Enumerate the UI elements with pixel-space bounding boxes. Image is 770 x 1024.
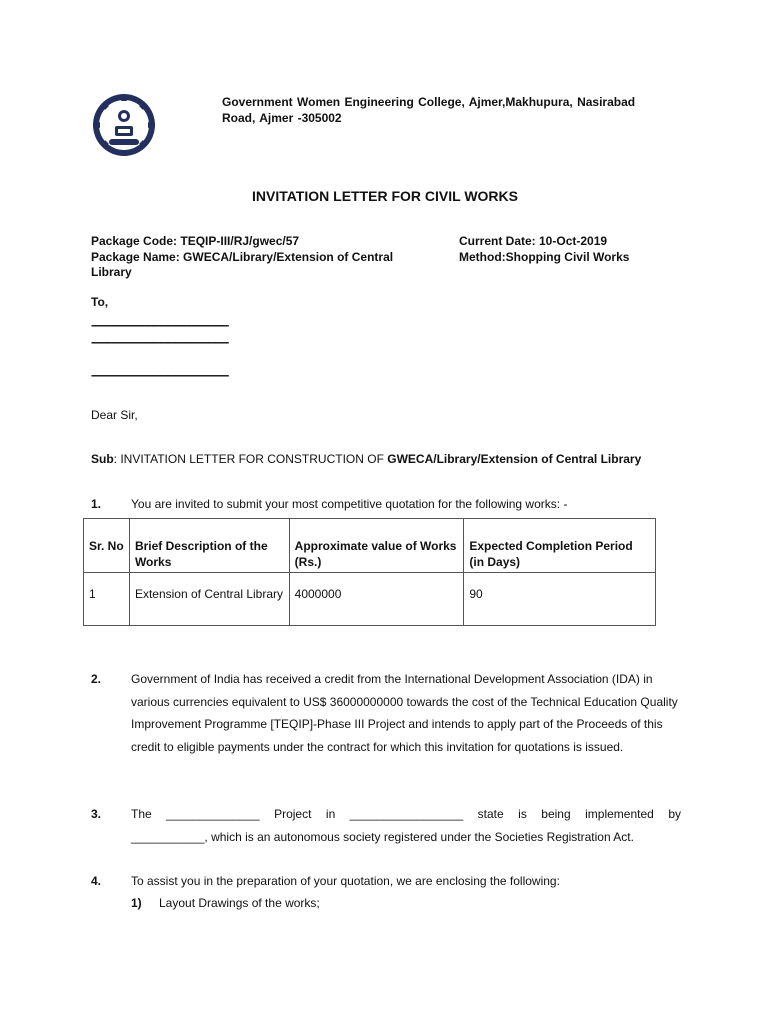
- current-date: Current Date: 10-Oct-2019: [459, 234, 608, 248]
- date-method-info: [459, 234, 689, 265]
- enclosure-item: [131, 892, 681, 914]
- procurement-method: Method:Shopping Civil Works: [459, 249, 630, 264]
- address-to: To,: [91, 295, 109, 309]
- subject-bold: GWECA/Library/Extension of Central Library: [387, 452, 642, 466]
- para-4-intro: To assist you in the preparation of your quotation, we are enclosing the following:: [131, 874, 560, 888]
- para-3-line-2: ___________, which is an autonomous society registered under the Societies Registration Act.: [131, 829, 634, 844]
- table-cell: 90: [464, 573, 656, 626]
- enclosure-item-text: Layout Drawings of the works;: [159, 896, 320, 910]
- address-line-3: -------------------------------------------------: [91, 368, 229, 382]
- table-row: [84, 573, 656, 626]
- salutation: Dear Sir,: [91, 408, 138, 422]
- para-3-text: [131, 803, 681, 848]
- para-4-text: [131, 870, 681, 914]
- table-cell: Extension of Central Library: [129, 573, 289, 626]
- package-name: Package Name: GWECA/Library/Extension of Central Library: [91, 249, 394, 279]
- table-header-row: [84, 519, 656, 573]
- para-3-number: 3.: [91, 807, 102, 821]
- table-cell: 1: [84, 573, 130, 626]
- letter-title: INVITATION LETTER FOR CIVIL WORKS: [252, 188, 518, 204]
- subject-text: : INVITATION LETTER FOR CONSTRUCTION OF: [113, 452, 388, 466]
- table-header-cell: Expected Completion Period (in Days): [464, 519, 656, 573]
- table-header-cell: Approximate value of Works (Rs.): [289, 519, 464, 573]
- para-1-text: You are invited to submit your most competitive quotation for the following works: -: [131, 497, 568, 511]
- para-4-number: 4.: [91, 874, 102, 888]
- institution-header: Government Women Engineering College, Ajmer,Makhupura, Nasirabad Road, Ajmer -305002: [222, 95, 636, 125]
- enclosure-item-number: 1): [131, 896, 142, 910]
- address-line-1: -------------------------------------------------: [91, 318, 229, 332]
- para-3-line-1: The ______________ Project in _________________ state is being implemented by: [131, 807, 681, 821]
- works-table: [83, 518, 656, 626]
- package-info: [91, 234, 431, 281]
- table-cell: 4000000: [289, 573, 464, 626]
- college-logo: [91, 92, 157, 158]
- para-2-text: Government of India has received a credit from the International Development Association (IDA) in various currencies equivalent to US$ 36000000000 towards the cost of the Technical Education Quality Improvement Programme [TEQIP]-Phase III Project and intends to apply part of the Proceeds of this credit to eligible payments under the contract for which this invitation for quotations is issued.: [131, 672, 678, 754]
- table-header-cell: Sr. No: [84, 519, 130, 573]
- package-code: Package Code: TEQIP-III/RJ/gwec/57: [91, 234, 300, 248]
- subject-label: Sub: [91, 452, 114, 466]
- address-line-2: -------------------------------------------------: [91, 335, 229, 349]
- table-header-cell: Brief Description of the Works: [129, 519, 289, 573]
- para-1-number: 1.: [91, 497, 102, 511]
- para-2-number: 2.: [91, 672, 102, 686]
- subject-line: [91, 452, 641, 466]
